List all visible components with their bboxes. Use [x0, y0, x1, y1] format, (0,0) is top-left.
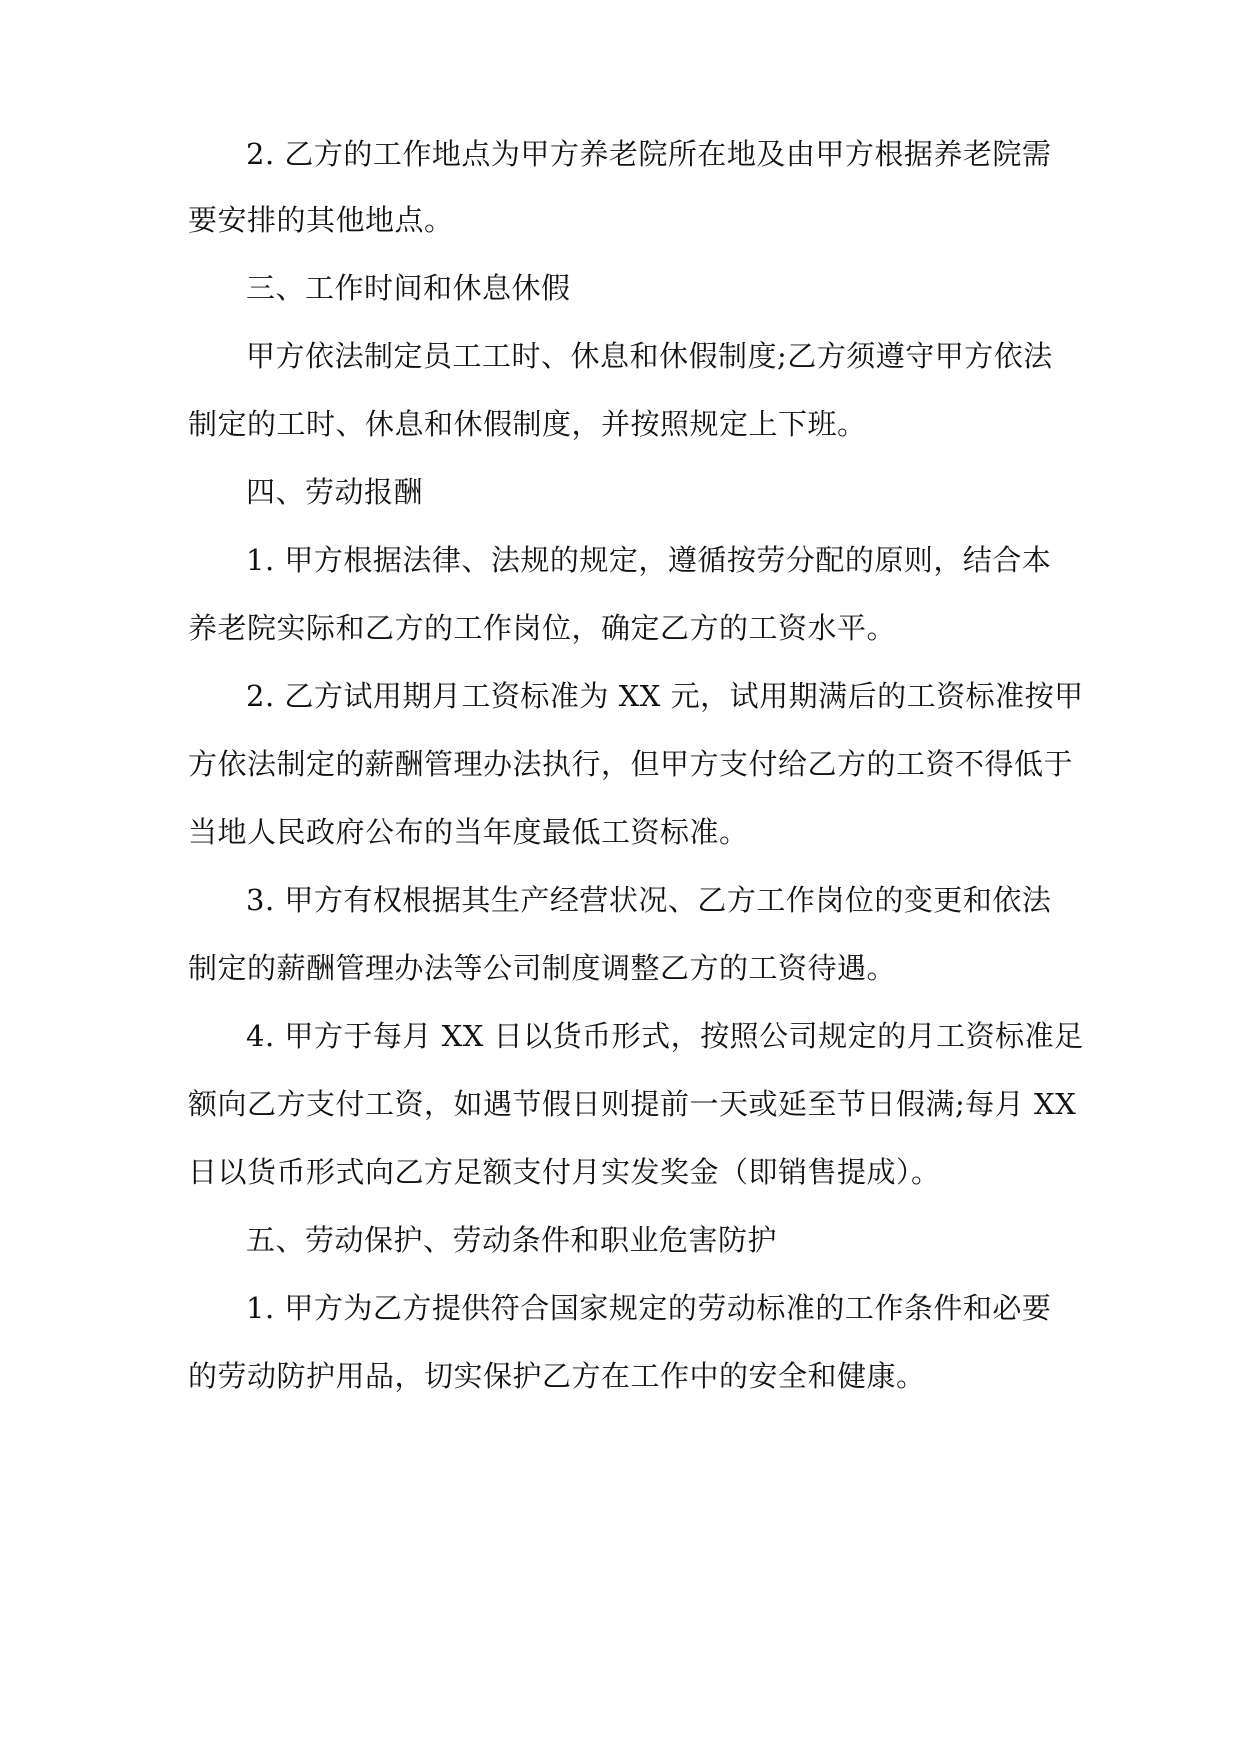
text-line: 的劳动防护用品，切实保护乙方在工作中的安全和健康。 — [188, 1359, 926, 1393]
section-heading: 五、劳动保护、劳动条件和职业危害防护 — [246, 1223, 778, 1257]
text-line: 2. 乙方的工作地点为甲方养老院所在地及由甲方根据养老院需 — [246, 137, 1052, 171]
text-line: 日以货币形式向乙方足额支付月实发奖金（即销售提成）。 — [188, 1155, 941, 1189]
section-heading: 四、劳动报酬 — [246, 475, 424, 509]
text-line: 方依法制定的薪酬管理办法执行，但甲方支付给乙方的工资不得低于 — [188, 747, 1074, 781]
section-heading: 三、工作时间和休息休假 — [246, 271, 571, 305]
text-line: 4. 甲方于每月 XX 日以货币形式，按照公司规定的月工资标准足 — [246, 1019, 1084, 1053]
text-line: 额向乙方支付工资，如遇节假日则提前一天或延至节日假满;每月 XX — [188, 1087, 1077, 1121]
text-line: 1. 甲方根据法律、法规的规定，遵循按劳分配的原则，结合本 — [246, 543, 1052, 577]
text-line: 1. 甲方为乙方提供符合国家规定的劳动标准的工作条件和必要 — [246, 1291, 1052, 1325]
text-line: 要安排的其他地点。 — [188, 203, 454, 237]
text-line: 制定的工时、休息和休假制度，并按照规定上下班。 — [188, 407, 867, 441]
text-line: 2. 乙方试用期月工资标准为 XX 元，试用期满后的工资标准按甲 — [246, 679, 1084, 713]
text-line: 3. 甲方有权根据其生产经营状况、乙方工作岗位的变更和依法 — [246, 883, 1052, 917]
text-line: 当地人民政府公布的当年度最低工资标准。 — [188, 815, 749, 849]
text-line: 甲方依法制定员工工时、休息和休假制度;乙方须遵守甲方依法 — [246, 339, 1053, 373]
text-line: 制定的薪酬管理办法等公司制度调整乙方的工资待遇。 — [188, 951, 897, 985]
text-line: 养老院实际和乙方的工作岗位，确定乙方的工资水平。 — [188, 611, 897, 645]
